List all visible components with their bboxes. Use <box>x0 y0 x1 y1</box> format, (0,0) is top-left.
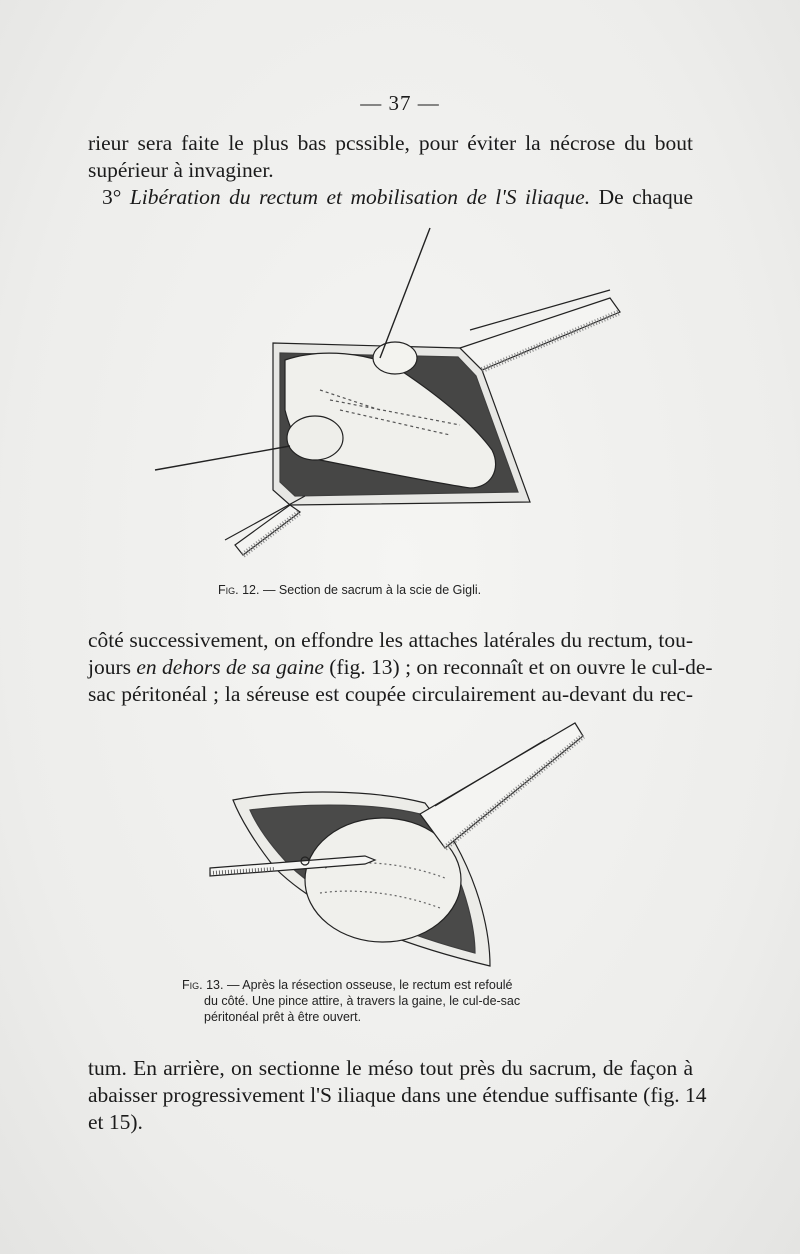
text-line: abaisser progressivement l'S iliaque dans une étendue suffisante (fig. 14 <box>88 1083 707 1107</box>
text-fragment: (fig. 13) ; on reconnaît et on ouvre le cul-de- <box>329 655 713 679</box>
caption-line: du côté. Une pince attire, à travers la gaine, le cul-de-sac <box>204 994 521 1008</box>
text-line <box>88 184 693 211</box>
figure-caption-text: — Section de sacrum à la scie de Gigli. <box>262 583 482 597</box>
text-line: et 15). <box>88 1110 143 1134</box>
figure-label: Fig. 13. <box>182 978 224 992</box>
figure-12-illustration <box>140 220 660 580</box>
paragraph-2 <box>88 184 693 211</box>
section-number: 3° <box>102 185 122 209</box>
page-number: — 37 — <box>360 91 440 115</box>
figure-12-caption <box>218 582 618 598</box>
figure-caption-text: — Après la résection osseuse, le rectum est refoulé <box>226 978 513 992</box>
figure-label: Fig. 12. <box>218 583 260 597</box>
caption-line <box>182 977 602 993</box>
caption-line: péritonéal prêt à être ouvert. <box>204 1010 362 1024</box>
paragraph-1 <box>88 130 693 184</box>
section-heading: Libération du rectum et mobilisation de l'S iliaque. <box>129 185 591 209</box>
text-fragment: De chaque <box>598 185 694 209</box>
figure-13-illustration <box>205 718 605 978</box>
text-line: tum. En arrière, on sectionne le méso tout près du sacrum, de façon à <box>88 1056 693 1080</box>
figure-13-caption <box>182 977 602 1025</box>
text-emphasis: en dehors de sa gaine <box>136 655 324 679</box>
text-line: supérieur à invaginer. <box>88 158 274 182</box>
text-line <box>88 654 713 681</box>
text-line: rieur sera faite le plus bas pcssible, pour éviter la nécrose du bout <box>88 131 693 155</box>
text-line: côté successivement, on effondre les attaches latérales du rectum, tou- <box>88 628 693 652</box>
paragraph-3 <box>88 627 713 708</box>
text-line: sac péritonéal ; la séreuse est coupée circulairement au-devant du rec- <box>88 682 693 706</box>
paragraph-4 <box>88 1055 707 1136</box>
text-fragment: jours <box>88 655 131 679</box>
